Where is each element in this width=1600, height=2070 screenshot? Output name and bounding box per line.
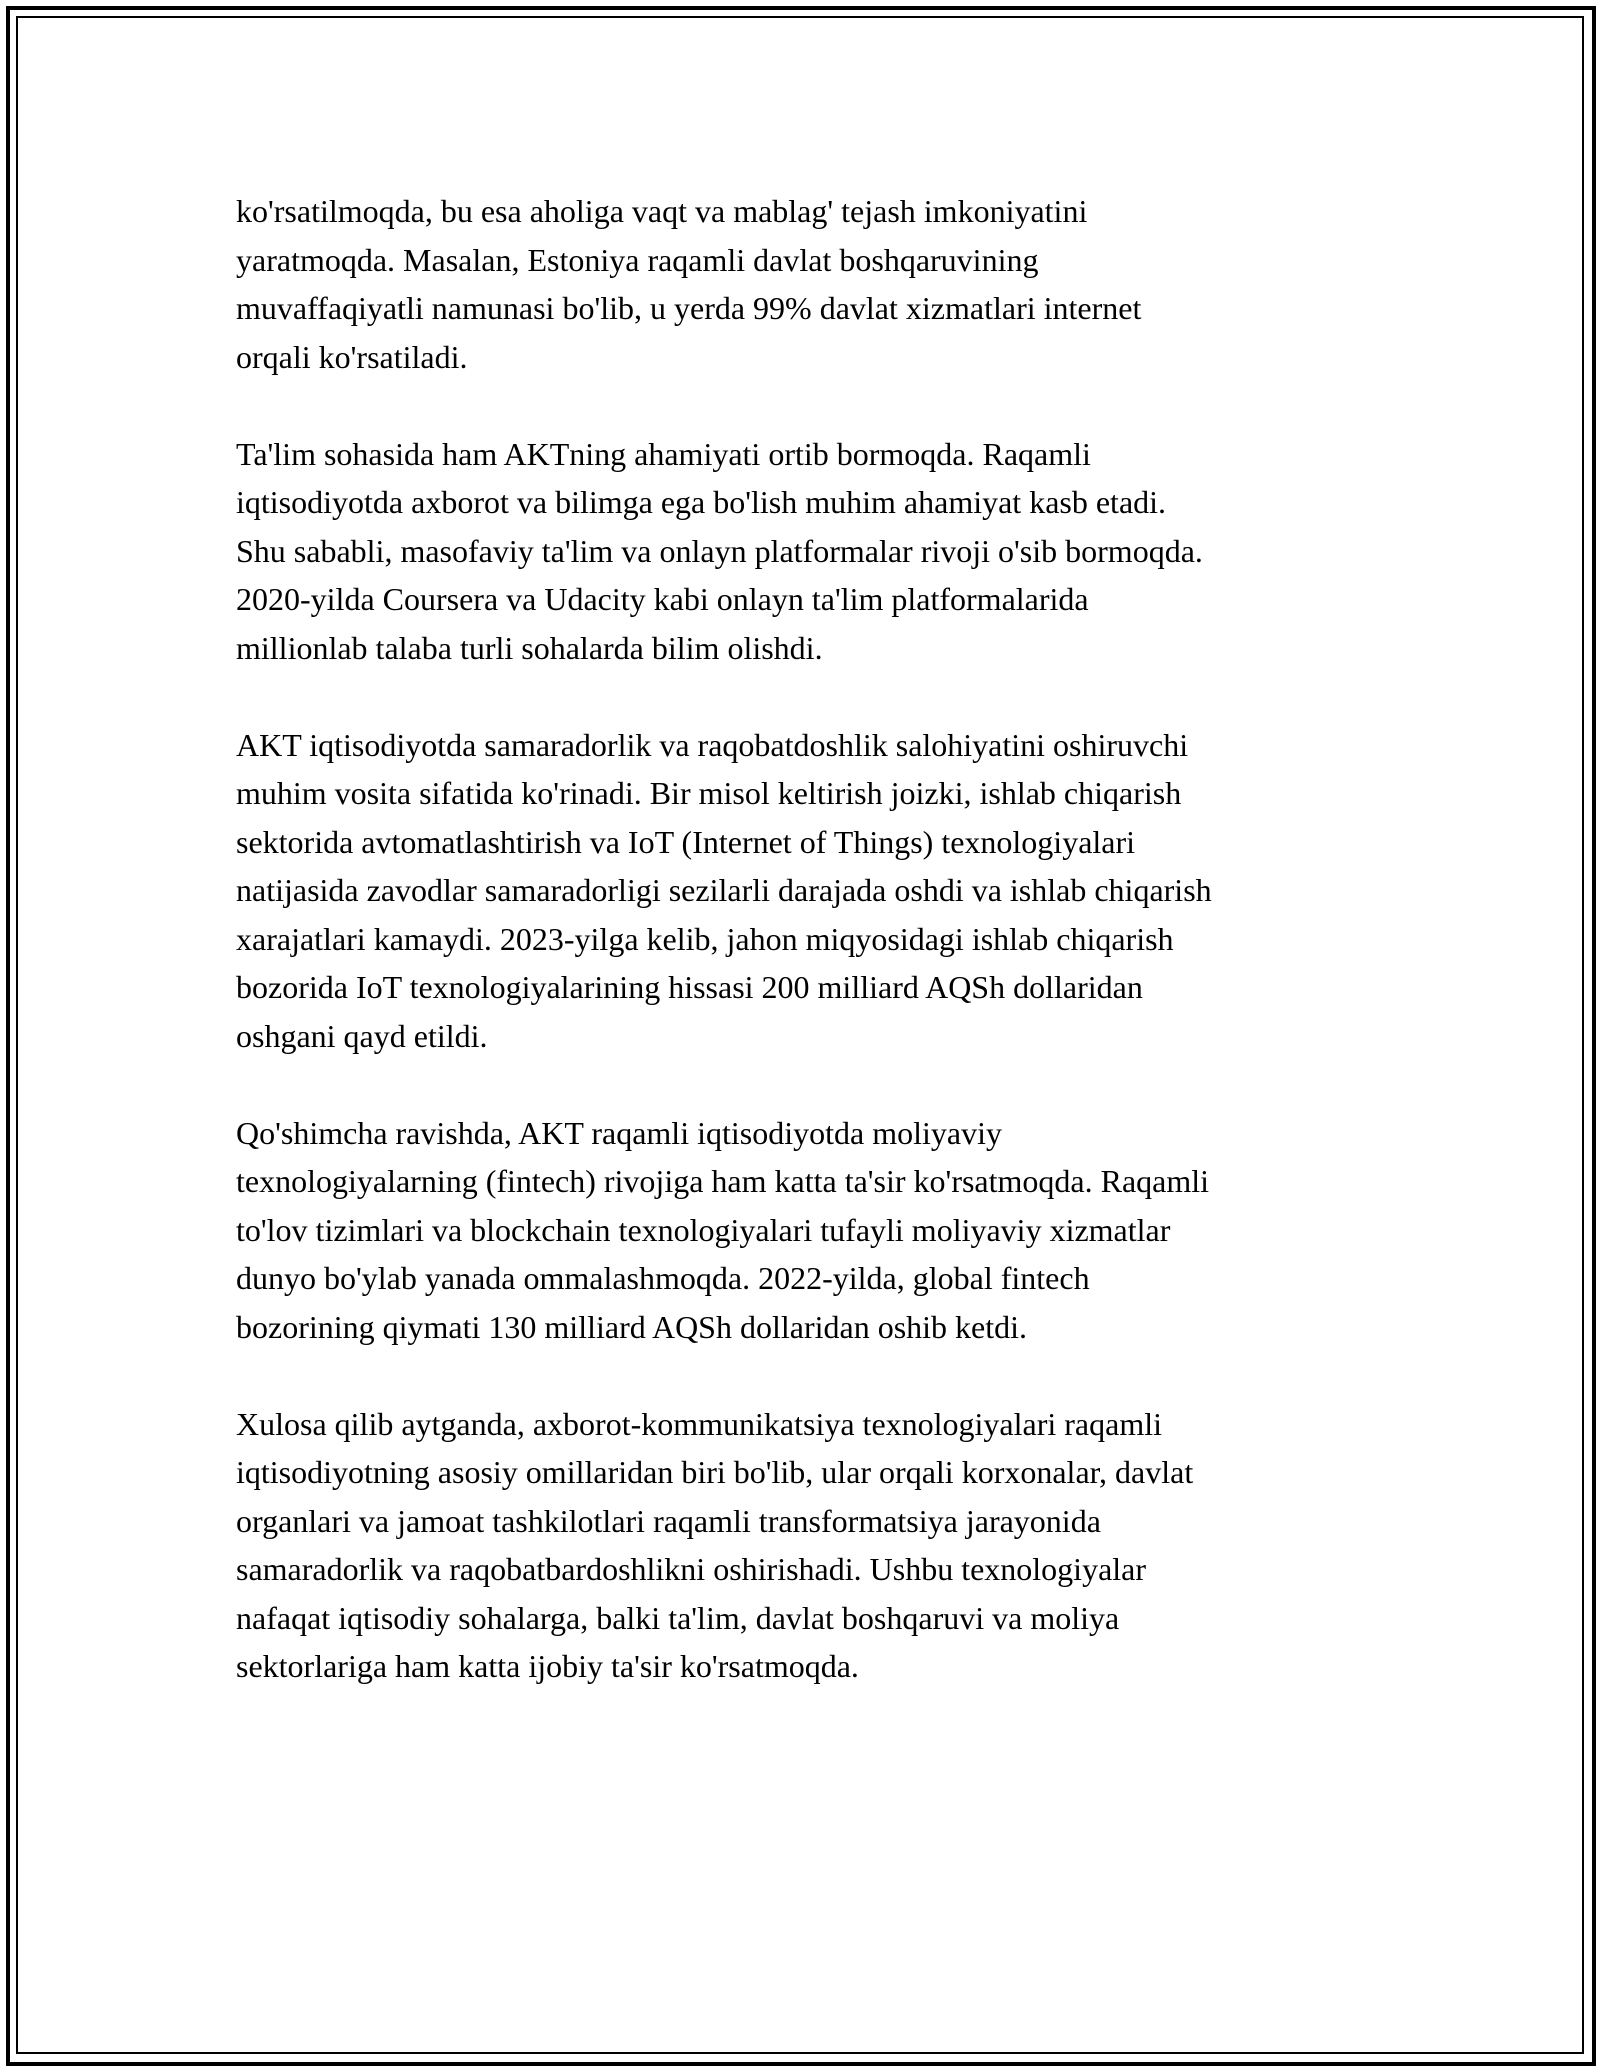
text-line: 2020-yilda Coursera va Udacity kabi onlayn ta'lim platformalarida xyxy=(236,581,1089,617)
text-line: samaradorlik va raqobatbardoshlikni oshirishadi. Ushbu texnologiyalar xyxy=(236,1551,1147,1587)
paragraph-education xyxy=(236,430,1376,673)
text-line: AKT iqtisodiyotda samaradorlik va raqobatdoshlik salohiyatini oshiruvchi xyxy=(236,726,1189,763)
text-line: nafaqat iqtisodiy sohalarga, balki ta'lim, davlat boshqaruvi va moliya xyxy=(236,1599,1120,1636)
text-line: sektorida avtomatlashtirish va IoT (Internet of Things) texnologiyalari xyxy=(236,823,1136,860)
text-line: bozorida IoT texnologiyalarining hissasi 200 milliard AQSh dollaridan xyxy=(236,969,1143,1005)
text-line: bozorining qiymati 130 milliard AQSh dollaridan oshib ketdi. xyxy=(236,1308,1028,1345)
text-line: iqtisodiyotda axborot va bilimga ega bo'lish muhim ahamiyat kasb etadi. xyxy=(236,484,1167,520)
text-line: muvaffaqiyatli namunasi bo'lib, u yerda 99% davlat xizmatlari internet xyxy=(236,290,1142,326)
text-line: iqtisodiyotning asosiy omillaridan biri bo'lib, ular orqali korxonalar, davlat xyxy=(236,1454,1194,1490)
text-line: Qo'shimcha ravishda, AKT raqamli iqtisodiyotda moliyaviy xyxy=(236,1114,1002,1151)
text-line: xarajatlari kamaydi. 2023-yilga kelib, jahon miqyosidagi ishlab chiqarish xyxy=(236,920,1174,957)
text-line: texnologiyalarning (fintech) rivojiga ham katta ta'sir ko'rsatmoqda. Raqamli xyxy=(236,1163,1210,1199)
document-body xyxy=(236,187,1376,1739)
text-line: orqali ko'rsatiladi. xyxy=(236,338,468,375)
paragraph-conclusion xyxy=(236,1400,1376,1691)
text-line: Shu sababli, masofaviy ta'lim va onlayn platformalar rivoji o'sib bormoqda. xyxy=(236,532,1203,569)
text-line: dunyo bo'ylab yanada ommalashmoqda. 2022-yilda, global fintech xyxy=(236,1260,1090,1296)
paragraph-industry xyxy=(236,721,1376,1061)
text-line: to'lov tizimlari va blockchain texnologiyalari tufayli moliyaviy xizmatlar xyxy=(236,1211,1171,1248)
text-line: sektorlariga ham katta ijobiy ta'sir ko'rsatmoqda. xyxy=(236,1648,859,1684)
paragraph-egov xyxy=(236,187,1376,381)
text-line: yaratmoqda. Masalan, Estoniya raqamli davlat boshqaruvining xyxy=(236,241,1039,278)
text-line: millionlab talaba turli sohalarda bilim olishdi. xyxy=(236,629,823,666)
paragraph-fintech xyxy=(236,1109,1376,1352)
text-line: ko'rsatilmoqda, bu esa aholiga vaqt va mablag' tejash imkoniyatini xyxy=(236,193,1088,229)
text-line: organlari va jamoat tashkilotlari raqamli transformatsiya jarayonida xyxy=(236,1502,1101,1539)
text-line: Xulosa qilib aytganda, axborot-kommunikatsiya texnologiyalari raqamli xyxy=(236,1405,1162,1442)
text-line: Ta'lim sohasida ham AKTning ahamiyati ortib bormoqda. Raqamli xyxy=(236,435,1091,472)
text-line: oshgani qayd etildi. xyxy=(236,1017,488,1054)
text-line: natijasida zavodlar samaradorligi sezilarli darajada oshdi va ishlab chiqarish xyxy=(236,872,1212,908)
text-line: muhim vosita sifatida ko'rinadi. Bir misol keltirish joizki, ishlab chiqarish xyxy=(236,775,1182,811)
